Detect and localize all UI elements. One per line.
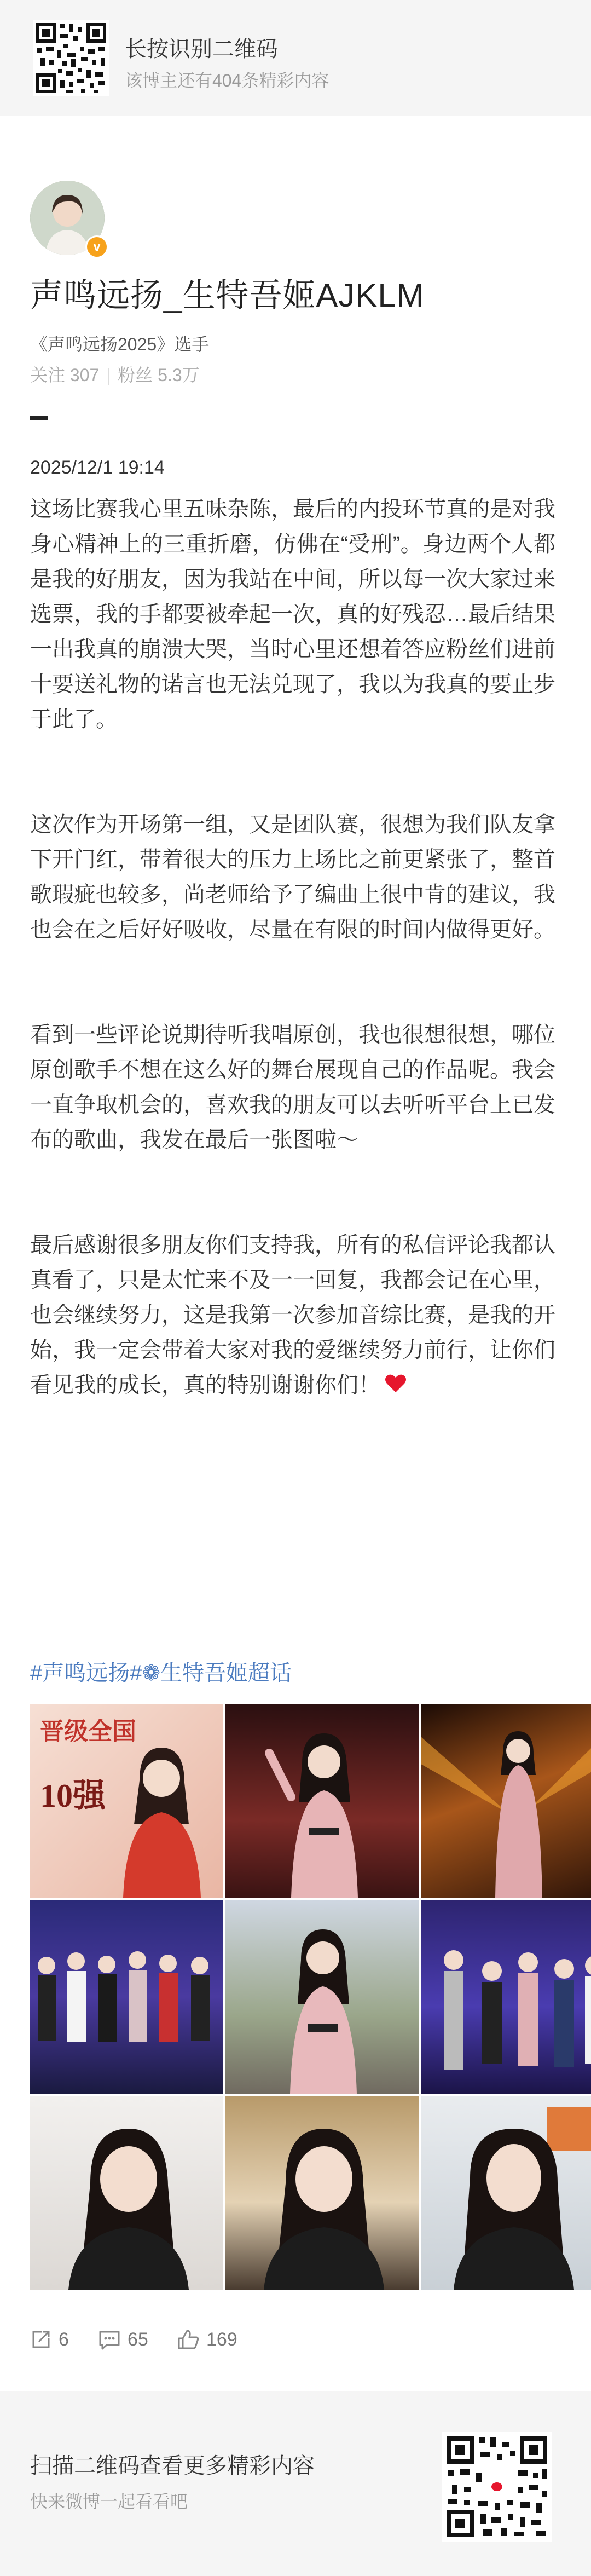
stats-divider — [108, 368, 109, 385]
post-paragraph-last — [30, 1228, 555, 1404]
singer-figure — [258, 1720, 390, 1898]
footer-subtitle: 快来微博一起看看吧 — [30, 2492, 188, 2511]
singer-figure — [264, 1916, 384, 2094]
verified-badge-icon: v — [85, 235, 108, 258]
author-description: 《声鸣远扬2025》选手 — [30, 335, 210, 354]
group-figures — [421, 1933, 591, 2094]
section-divider — [30, 416, 48, 420]
post-date: 2025/12/1 19:14 — [30, 457, 165, 478]
gallery-image-2[interactable] — [225, 1704, 419, 1898]
gallery-image-5[interactable] — [225, 1900, 419, 2094]
like-count: 169 — [206, 2329, 237, 2350]
gallery-image-1[interactable] — [30, 1704, 223, 1898]
author-name[interactable]: 声鸣远扬_生特吾姬AJKLM — [30, 277, 425, 314]
like-button[interactable] — [177, 2326, 237, 2353]
post-body — [30, 492, 555, 1404]
group-figures — [30, 1933, 223, 2094]
footer-title: 扫描二维码查看更多精彩内容 — [30, 2454, 315, 2478]
post-paragraph: 看到一些评论说期待听我唱原创，我也很想很想，哪位原创歌手不想在这么好的舞台展现自己的作品呢。我会一直争取机会的，喜欢我的朋友可以去听听平台上已发布的歌曲，我发在最后一张图啦～ — [30, 1023, 555, 1152]
image-gallery — [30, 1704, 591, 2297]
gallery-image-7[interactable] — [30, 2096, 223, 2290]
selfie-figure — [52, 2118, 205, 2290]
banner-subtitle: 该博主还有404条精彩内容 — [125, 71, 329, 90]
gallery-image-8[interactable] — [225, 2096, 419, 2290]
comment-icon — [98, 2329, 121, 2350]
repost-icon — [30, 2329, 52, 2350]
following-count[interactable]: 关注 307 — [30, 365, 100, 385]
heart-icon — [385, 1369, 407, 1404]
hashtag-links[interactable]: #声鸣远扬#❁生特吾姬超话 — [30, 1661, 292, 1685]
selfie-figure — [247, 2118, 401, 2290]
post-paragraph: 这次作为开场第一组，又是团队赛，很想为我们队友拿下开门红，带着很大的压力上场比之前更紧张了，整首歌瑕疵也较多，尚老师给予了编曲上很中肯的建议，我也会在之后好好吸收，尽量在有限的时间内做得更好。 — [30, 812, 555, 942]
bottom-qr-banner — [0, 2391, 591, 2576]
stage-lights — [421, 1704, 591, 1898]
followers-count[interactable]: 粉丝 5.3万 — [118, 365, 200, 385]
repost-count: 6 — [59, 2329, 69, 2350]
post-paragraph: 这场比赛我心里五味杂陈，最后的内投环节真的是对我身心精神上的三重折磨，仿佛在“受刑”。身边两个人都是我的好朋友，因为我站在中间，所以每一次大家过来选票，我的手都要被牵起一次，真的好残忍…最后结果一出我真的崩溃大哭，当时心里还想着答应粉丝们进前十要送礼物的诺言也无法兑现了，我以为我真的要止步于此了。 — [30, 497, 555, 731]
gallery-image-6[interactable] — [421, 1900, 591, 2094]
thumbs-up-icon — [177, 2329, 200, 2350]
top-qr-banner — [0, 0, 591, 116]
repost-button[interactable] — [30, 2326, 69, 2353]
author-stats — [30, 361, 200, 387]
poster-caption: 晋级全国 — [40, 1718, 136, 1745]
banner-title: 长按识别二维码 — [125, 37, 278, 61]
weibo-logo-icon — [488, 2478, 506, 2496]
comment-button[interactable] — [98, 2326, 148, 2353]
gallery-image-4[interactable] — [30, 1900, 223, 2094]
qr-code[interactable] — [33, 20, 109, 96]
post-paragraph-text: 最后感谢很多朋友你们支持我，所有的私信评论我都认真看了，只是太忙来不及一一回复，我都会记在心里，也会继续努力，这是我第一次参加音综比赛，是我的开始，我一定会带着大家对我的爱继续努力前行，让你们看见我的成长，真的特别谢谢你们！ — [30, 1233, 555, 1397]
weibo-qr-code[interactable] — [442, 2432, 552, 2542]
singer-figure — [107, 1737, 216, 1898]
qr-code-icon — [33, 20, 109, 96]
gallery-image-9[interactable] — [421, 2096, 591, 2290]
selfie-figure — [421, 2096, 591, 2290]
poster-rank: 10强 — [40, 1778, 106, 1814]
comment-count: 65 — [128, 2329, 148, 2350]
gallery-image-3[interactable] — [421, 1704, 591, 1898]
